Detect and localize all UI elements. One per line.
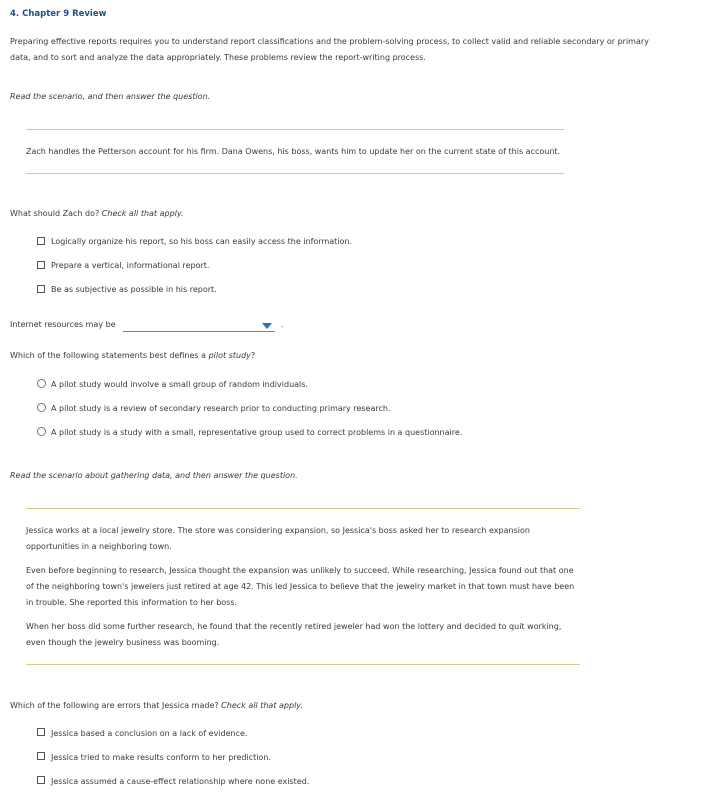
intro-text: Preparing effective reports requires you to understand report classifications and the problem-solving process, to collect valid and reliable secondary or primary data, and to sort and analyze the data appropriately. These problems review the report-writing process. bbox=[10, 37, 649, 62]
chevron-down-icon[interactable] bbox=[262, 323, 272, 329]
scenario-1-top-rule bbox=[26, 129, 564, 130]
internet-resources-dropdown[interactable] bbox=[123, 321, 275, 332]
q3-option-2-radio[interactable] bbox=[37, 403, 46, 412]
q3-option-3-label[interactable]: A pilot study is a study with a small, representative group used to correct problems in a questionnaire. bbox=[51, 428, 463, 437]
scenario-2-paragraph-2: Even before beginning to research, Jessica thought the expansion was unlikely to succeed. While researching, Jessica found out that one of the neighboring town's jewelers just retired at age 42. This led Jessica to believe that the jewelry market in that town must have been in trouble. She reported this information to her boss. bbox=[26, 566, 575, 607]
question-heading: 4. Chapter 9 Review bbox=[10, 9, 107, 19]
scenario-1-bottom-rule bbox=[26, 173, 564, 174]
q1-option-1-label[interactable]: Logically organize his report, so his boss can easily access the information. bbox=[51, 237, 353, 246]
q4-option-2-checkbox[interactable] bbox=[37, 752, 45, 760]
question-2-suffix: . bbox=[281, 320, 284, 329]
scenario-1-text: Zach handles the Petterson account for his firm. Dana Owens, his boss, wants him to update her on the current state of this account. bbox=[26, 147, 561, 156]
question-1-prompt bbox=[10, 209, 184, 218]
question-1-hint: Check all that apply. bbox=[101, 209, 184, 218]
q1-option-3-label[interactable]: Be as subjective as possible in his report. bbox=[51, 285, 217, 294]
question-4-prompt bbox=[10, 701, 303, 710]
question-4-text: Which of the following are errors that Jessica made? bbox=[10, 701, 219, 710]
instruction-scenario-2: Read the scenario about gathering data, and then answer the question. bbox=[10, 471, 298, 480]
q1-option-2-checkbox[interactable] bbox=[37, 261, 45, 269]
question-3-punct: ? bbox=[250, 351, 256, 360]
q4-option-2-label[interactable]: Jessica tried to make results conform to her prediction. bbox=[51, 753, 271, 762]
question-4-hint: Check all that apply. bbox=[221, 701, 303, 710]
instruction-scenario-1: Read the scenario, and then answer the question. bbox=[10, 92, 211, 101]
scenario-2-top-rule bbox=[26, 508, 580, 509]
question-1-text: What should Zach do? bbox=[10, 209, 100, 218]
scenario-2-bottom-rule bbox=[26, 664, 580, 665]
q4-option-3-label[interactable]: Jessica assumed a cause-effect relationship where none existed. bbox=[51, 777, 310, 786]
question-3-term: pilot study bbox=[208, 351, 251, 360]
question-2-prefix: Internet resources may be bbox=[10, 320, 116, 329]
question-3-prompt bbox=[10, 351, 255, 360]
scenario-2-paragraph-1: Jessica works at a local jewelry store. The store was considering expansion, so Jessica's boss asked her to research expansion opportunities in a neighboring town. bbox=[26, 526, 530, 551]
question-3-text: Which of the following statements best defines a bbox=[10, 351, 207, 360]
q4-option-3-checkbox[interactable] bbox=[37, 776, 45, 784]
q3-option-2-label[interactable]: A pilot study is a review of secondary research prior to conducting primary research. bbox=[51, 404, 391, 413]
q1-option-1-checkbox[interactable] bbox=[37, 237, 45, 245]
scenario-2-paragraph-3: When her boss did some further research, he found that the recently retired jeweler had won the lottery and decided to quit working, even though the jewelry business was booming. bbox=[26, 622, 562, 647]
q4-option-1-label[interactable]: Jessica based a conclusion on a lack of evidence. bbox=[51, 729, 248, 738]
q3-option-1-radio[interactable] bbox=[37, 379, 46, 388]
q4-option-1-checkbox[interactable] bbox=[37, 728, 45, 736]
q3-option-1-label[interactable]: A pilot study would involve a small group of random individuals. bbox=[51, 380, 308, 389]
q1-option-3-checkbox[interactable] bbox=[37, 285, 45, 293]
q3-option-3-radio[interactable] bbox=[37, 427, 46, 436]
q1-option-2-label[interactable]: Prepare a vertical, informational report. bbox=[51, 261, 210, 270]
